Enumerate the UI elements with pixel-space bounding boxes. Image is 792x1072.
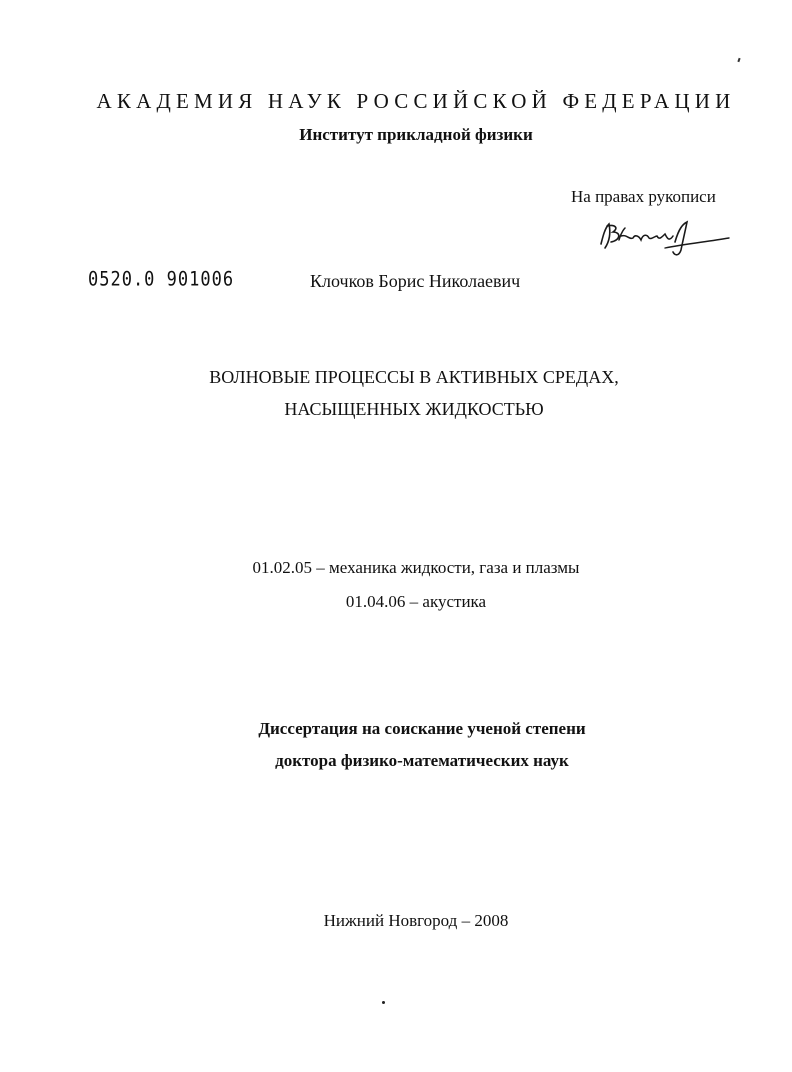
city-and-year: Нижний Новгород – 2008: [323, 911, 509, 930]
degree-statement-line-1: Диссертация на соискание ученой степени: [258, 719, 586, 738]
thesis-title-line-1: ВОЛНОВЫЕ ПРОЦЕССЫ В АКТИВНЫХ СРЕДАХ,: [209, 367, 619, 387]
archive-stamp-number: 0520.0 901006: [88, 268, 235, 291]
scan-mark: [737, 58, 740, 62]
institute-name: Институт прикладной физики: [299, 125, 533, 144]
specialty-line-2: 01.04.06 – акустика: [345, 592, 487, 611]
manuscript-rights-note: На правах рукописи: [571, 187, 716, 206]
thesis-title-line-2: НАСЫЩЕННЫХ ЖИДКОСТЬЮ: [284, 399, 544, 419]
degree-statement-line-2: доктора физико-математических наук: [275, 751, 569, 770]
academy-heading: АКАДЕМИЯ НАУК РОССИЙСКОЙ ФЕДЕРАЦИИ: [96, 89, 736, 113]
author-signature: [595, 214, 735, 260]
page-dot: [382, 1001, 385, 1004]
specialty-line-1: 01.02.05 – механика жидкости, газа и плазмы: [252, 558, 580, 577]
author-name: Клочков Борис Николаевич: [310, 271, 521, 291]
